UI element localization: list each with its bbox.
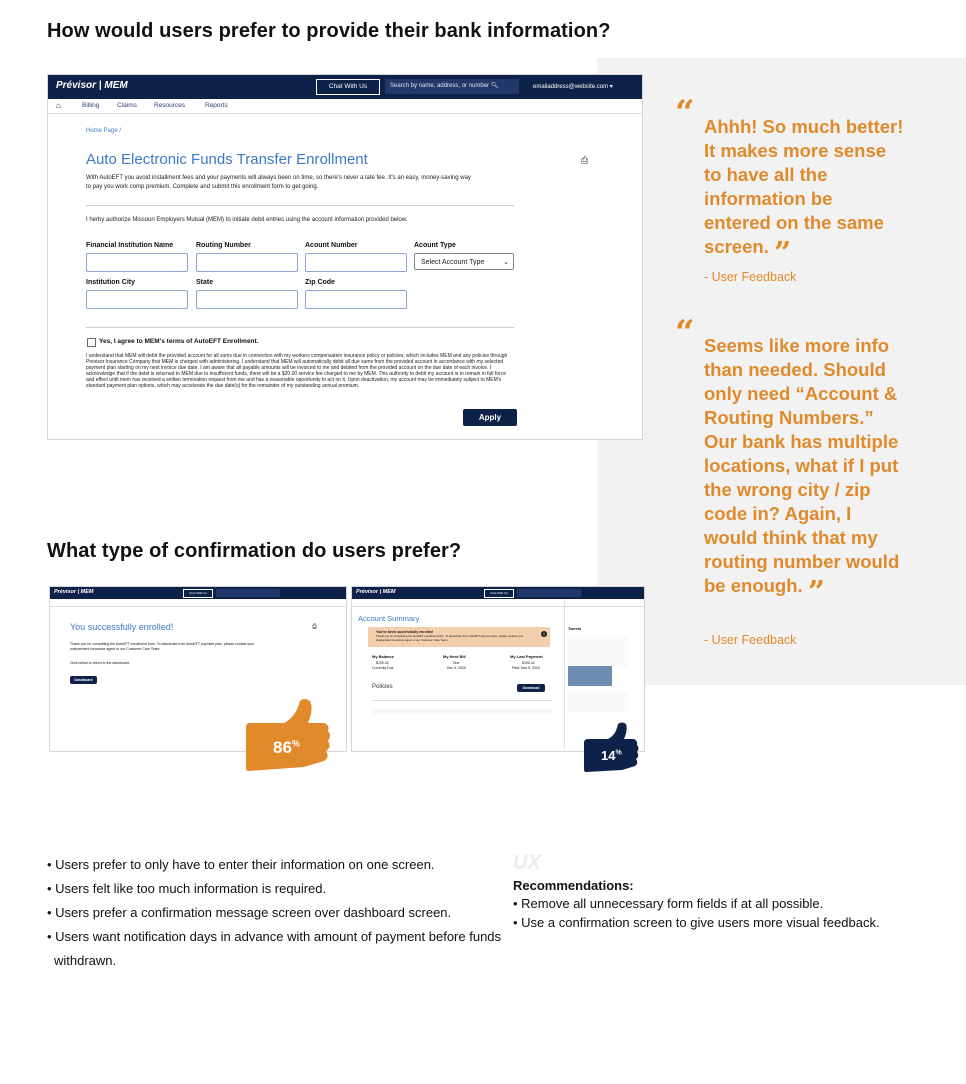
search-icon: 🔍︎ <box>490 83 499 89</box>
home-icon[interactable]: ⌂ <box>56 101 61 110</box>
policies-heading: Policies <box>372 684 393 690</box>
ux-watermark: UX <box>513 852 541 874</box>
account-number-input[interactable] <box>305 253 407 272</box>
last-payment-sub: Paid: Nov 9, 2020 <box>512 666 540 670</box>
nav-billing[interactable]: Billing <box>82 102 100 109</box>
label-zip-code: Zip Code <box>305 279 335 286</box>
top-navbar <box>50 587 346 599</box>
label-routing-number: Routing Number <box>196 242 251 249</box>
tweet-image <box>568 666 612 686</box>
sub-navigation <box>48 99 642 114</box>
list-item: • Remove all unnecessary form fields if at all possible. <box>513 896 824 911</box>
label-account-number: Acount Number <box>305 242 358 249</box>
list-item: • Users felt like too much information is required. <box>47 881 327 896</box>
list-item: • Use a confirmation screen to give users more visual feedback. <box>513 915 880 930</box>
state-input[interactable] <box>196 290 298 309</box>
chevron-down-icon: ▾ <box>609 84 613 90</box>
label-account-type: Acount Type <box>414 242 456 249</box>
search-input[interactable]: Search by name, address, or number 🔍︎ <box>385 79 519 94</box>
apply-button[interactable]: Apply <box>463 409 517 426</box>
zip-code-input[interactable] <box>305 290 407 309</box>
close-quote-icon: ” <box>773 236 792 271</box>
open-quote-icon: “ <box>675 313 695 353</box>
list-item: • Users want notification days in advance with amount of payment before funds withdrawn. <box>47 929 502 968</box>
label-financial-institution: Financial Institution Name <box>86 242 174 249</box>
account-summary-title: Account Summary <box>358 614 420 623</box>
top-navbar <box>48 75 642 99</box>
recommendations-list <box>513 894 953 932</box>
tweet-card[interactable] <box>568 691 628 713</box>
search-input[interactable] <box>216 589 280 597</box>
next-bill-sub: Dec 9, 2020 <box>447 666 466 670</box>
financial-institution-input[interactable] <box>86 253 188 272</box>
quote-1-source: - User Feedback <box>704 270 797 284</box>
tweets-label: Tweets <box>568 626 582 631</box>
next-bill-label: My Next Bill <box>443 654 466 659</box>
confirmation-body: Thank you for completing the AutoEFT enrollment form. To deactivate from AutoEFT payment plan, please contact your independent insurance agent or our Customer Care Team. <box>70 642 255 651</box>
percent-86: 86% <box>273 738 300 757</box>
section-heading-confirmation: What type of confirmation do users prefer? <box>47 540 462 562</box>
print-icon[interactable]: ⎙ <box>581 155 589 165</box>
label-institution-city: Institution City <box>86 279 135 286</box>
sidebar-divider <box>564 599 565 749</box>
search-input[interactable] <box>517 589 581 597</box>
quote-2-source: - User Feedback <box>704 633 797 647</box>
balance-label: My Balance <box>372 654 395 659</box>
table-header-rule <box>372 700 552 701</box>
institution-city-input[interactable] <box>86 290 188 309</box>
sub-navigation <box>352 599 644 607</box>
next-bill-value: Due <box>453 661 460 665</box>
quote-2-text: Seems like more info than needed. Should only need “Account & Routing Numbers.” Our bank has multiple locations, what if I put the wrong city / zip code in? Again, I would think that my routing number would be enough. ” <box>704 335 900 610</box>
agree-label: Yes, I agree to MEM's terms of AutoEFT Enrollment. <box>99 338 259 345</box>
legal-text: I understand that MEM will debit the provided account for all sums due in connection with my workers compensation insurance policy or policies, which includes MEM and any policies through Previsor Insurance Company that MEM is charged with administering. I understand that MEM will automatically debit all due sums from the provided account in accordance with my selected payment plan starting on my next invoice due date. I am aware that all payable amounts will be invoiced to me and debited from the provided account on the due date of each invoice. I acknowledge that if the debit is returned to MEM due to insufficient funds, there will be a $20.00 service fee charged to me by MEM. This authority to debit my account is to remain in full force and effect until mem has received a written termination request from me and has a reasonable opportunity to act on it. Upon deactivation, my account may be immediately subject to MEM's standard payment plan options, which may accelerate the due date(s) for the remainder of my outstanding annual premium. <box>86 353 508 389</box>
account-type-select[interactable]: Select Account Type ⌄ <box>414 253 514 270</box>
logo: Prévisor | MEM <box>356 589 396 595</box>
routing-number-input[interactable] <box>196 253 298 272</box>
thumbs-up-86-icon <box>244 697 332 775</box>
list-item: • Users prefer a confirmation message screen over dashboard screen. <box>47 905 452 920</box>
last-payment-label: My Last Payment <box>510 654 543 659</box>
logo: Prévisor | MEM <box>54 589 94 595</box>
balance-value: $190.42 <box>376 661 389 665</box>
account-menu[interactable]: emailaddress@website.com ▾ <box>533 84 613 90</box>
agree-checkbox[interactable] <box>87 338 96 347</box>
return-text: Click below to return to the dashboard. <box>70 661 130 665</box>
tweet-card[interactable] <box>568 637 628 667</box>
chevron-down-icon: ⌄ <box>503 259 509 266</box>
breadcrumb[interactable]: Home Page / <box>86 128 122 134</box>
last-payment-value: $190.42 <box>522 661 535 665</box>
dashboard-button[interactable]: Dashboard <box>70 676 97 684</box>
percent-14: 14% <box>601 748 622 763</box>
nav-claims[interactable]: Claims <box>117 102 137 109</box>
intro-text: With AutoEFT you avoid installment fees and your payments will always been on time, so there's never a late fee. It's an easy, money-saving way to pay you work comp premium. Complete and submit this enrollment form to get going. <box>86 175 471 190</box>
label-state: State <box>196 279 214 286</box>
quote-1-text: Ahhh! So much better! It makes more sense to have all the information be entered on the same screen. ” <box>704 116 904 271</box>
alert-title: You've been successfully enrolled <box>376 630 433 634</box>
section-heading-bank-info: How would users prefer to provide their bank information? <box>47 20 611 42</box>
close-quote-icon: ” <box>807 575 826 610</box>
nav-resources[interactable]: Resources <box>154 102 186 109</box>
table-row[interactable] <box>372 709 552 714</box>
print-icon[interactable]: ⎙ <box>312 624 317 630</box>
divider <box>86 205 514 206</box>
download-button[interactable]: Download <box>517 684 545 692</box>
authorize-text: I herby authorize Missouri Employers Mutual (MEM) to initiate debit entries using the account information provided below. <box>86 217 408 223</box>
chat-button[interactable]: Chat With Us <box>316 79 380 95</box>
chat-button[interactable]: Chat With Us <box>183 589 213 598</box>
open-quote-icon: “ <box>675 93 695 133</box>
nav-reports[interactable]: Reports <box>205 102 228 109</box>
alert-body: Thank you for completing the AutoEFT enrollment form. To deactivate from AutoEFT payment plan, please contact your independent insurance agent or our Customer Care Team. <box>376 634 524 642</box>
success-alert <box>368 627 550 647</box>
balance-sub: Currently Due <box>372 666 394 670</box>
top-navbar <box>352 587 644 599</box>
confirmation-title: You successfully enrolled! <box>70 622 174 632</box>
logo: Prévisor | MEM <box>56 80 128 91</box>
recommendations-heading: Recommendations: <box>513 878 634 893</box>
findings-list <box>47 853 507 973</box>
list-item: • Users prefer to only have to enter their information on one screen. <box>47 857 435 872</box>
page-title: Auto Electronic Funds Transfer Enrollment <box>86 151 368 168</box>
close-icon[interactable]: × <box>542 631 546 636</box>
sub-navigation <box>50 599 346 607</box>
divider <box>86 327 514 328</box>
enrollment-form-screenshot <box>47 74 643 440</box>
chat-button[interactable]: Chat With Us <box>484 589 514 598</box>
